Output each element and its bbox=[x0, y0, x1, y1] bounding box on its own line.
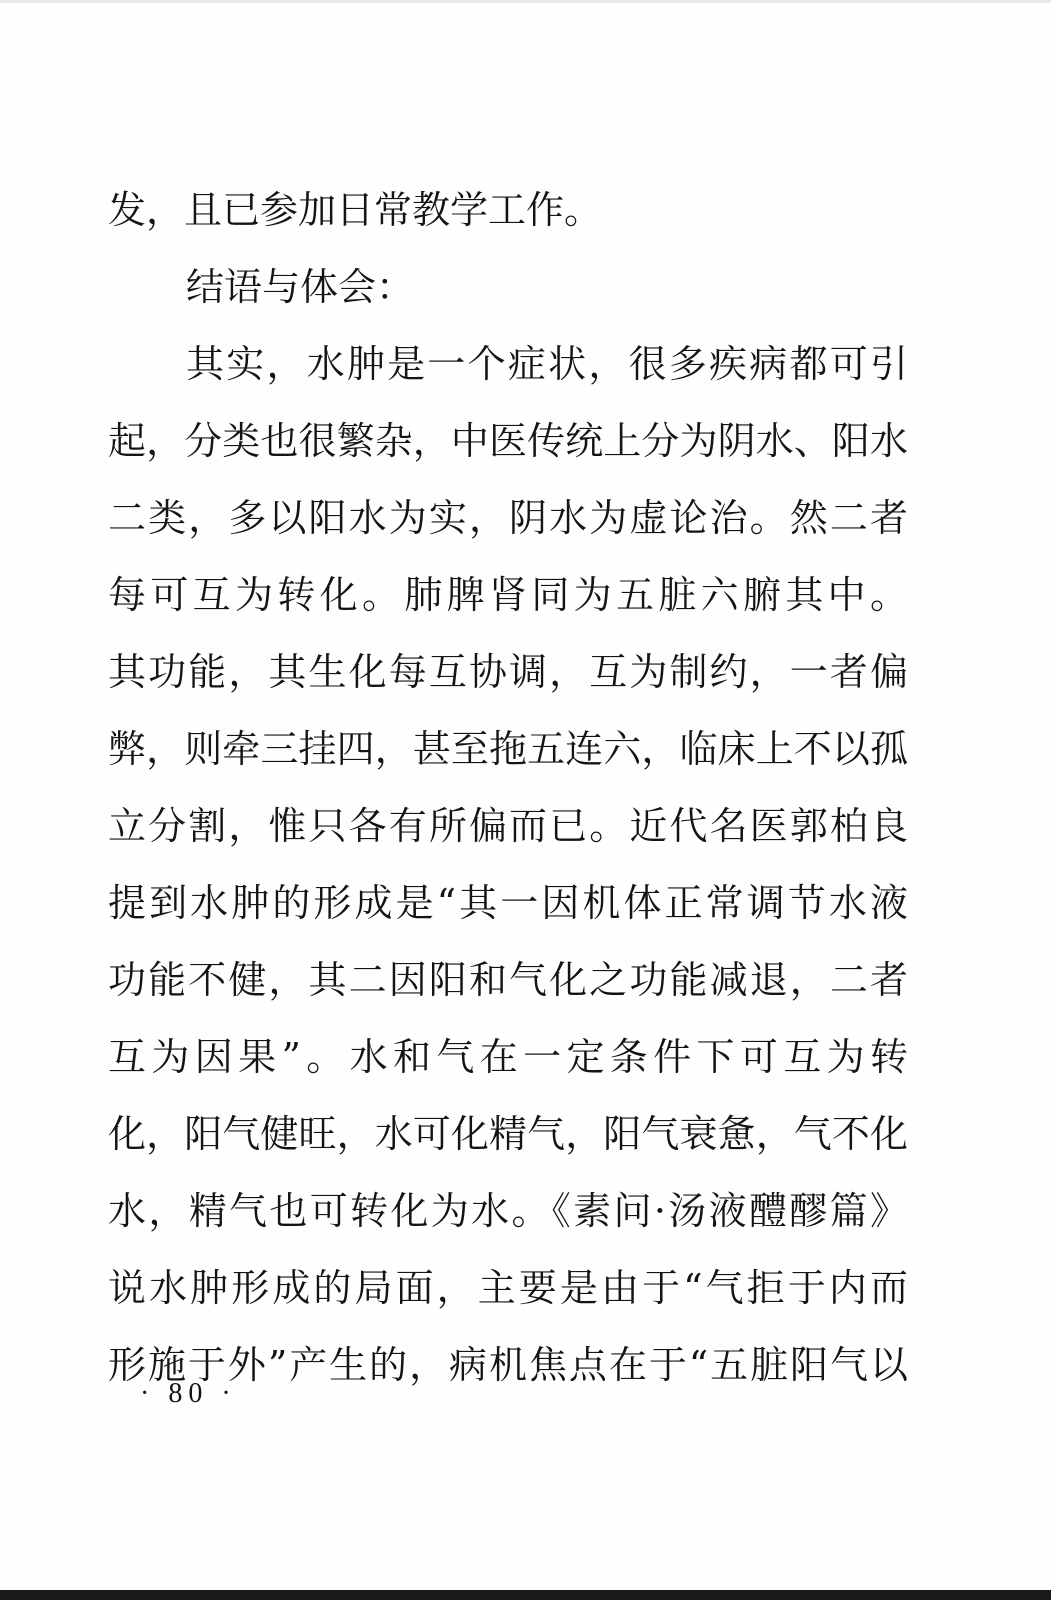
text-line: 功能不健，其二因阳和气化之功能减退，二者 bbox=[108, 958, 908, 1002]
text-line: 起，分类也很繁杂，中医传统上分为阴水、阳水 bbox=[108, 419, 908, 463]
text-line: 弊，则牵三挂四，甚至拖五连六，临床上不以孤 bbox=[108, 727, 908, 771]
paragraph-first-line: 其实，水肿是一个症状，很多疾病都可引 bbox=[186, 342, 908, 386]
scan-bottom-edge bbox=[0, 1590, 1051, 1600]
text-line: 形施于外”产生的，病机焦点在于“五脏阳气以 bbox=[108, 1343, 908, 1387]
text-line: 二类，多以阳水为实，阴水为虚论治。然二者 bbox=[108, 496, 908, 540]
text-line: 说水肿形成的局面，主要是由于“气拒于内而 bbox=[108, 1266, 908, 1310]
text-line: 立分割，惟只各有所偏而已。近代名医郭柏良 bbox=[108, 804, 908, 848]
page-top-edge bbox=[0, 0, 1051, 3]
section-heading: 结语与体会： bbox=[186, 265, 415, 309]
text-line: 提到水肿的形成是“其一因机体正常调节水液 bbox=[108, 881, 908, 925]
body-text bbox=[108, 178, 908, 1410]
text-line: 发，且已参加日常教学工作。 bbox=[108, 188, 603, 232]
text-line: 水，精气也可转化为水。《素问·汤液醴醪篇》 bbox=[108, 1189, 908, 1233]
text-line: 化，阳气健旺，水可化精气，阳气衰惫，气不化 bbox=[108, 1112, 908, 1156]
text-line: 其功能，其生化每互协调，互为制约，一者偏 bbox=[108, 650, 908, 694]
text-line: 互为因果”。水和气在一定条件下可互为转 bbox=[108, 1035, 908, 1079]
page-number: · 80 · bbox=[140, 1378, 237, 1409]
text-line: 每可互为转化。肺脾肾同为五脏六腑其中。 bbox=[108, 573, 908, 617]
